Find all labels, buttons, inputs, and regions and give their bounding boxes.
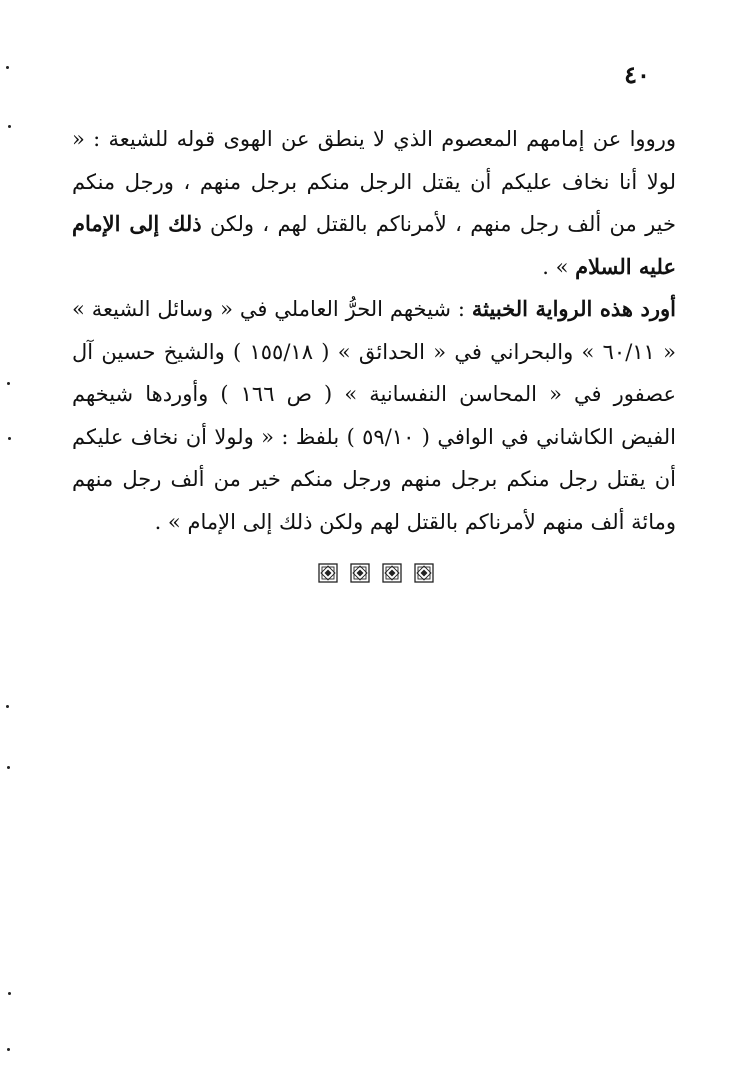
scan-speck [6, 705, 9, 708]
scan-speck [7, 382, 10, 385]
narration-text: ورووا عن إمامهم المعصوم الذي لا ينطق عن الهوى قوله للشيعة : « لولا أنا نخاف عليكم أن يقتل الرجل منكم برجل منهم ، ورجل منكم خير من ألف رجل منهم ، لأمرناكم بالقتل لهم ، ولكن [72, 127, 676, 236]
scan-speck [8, 125, 11, 128]
sources-text: : شيخهم الحرُّ العاملي في « وسائل الشيعة » « ٦٠/١١ » والبحراني في « الحدائق » ( ١٥٥/١٨ ) والشيخ حسين آل عصفور في « المحاسن النفسانية » ( ص ١٦٦ ) وأوردها شيخهم الفيض الكاشاني في الوافي ( ٥٩/١٠ ) بلفظ : « ولولا أن نخاف عليكم أن يقتل رجل منكم برجل منهم ورجل منكم خير من ألف رجل منهم ومائة ألف منهم لأمرناكم بالقتل لهم ولكن ذلك إلى الإمام » . [72, 297, 676, 534]
ornament-square-icon [350, 563, 370, 583]
paragraph-narration [72, 118, 676, 288]
narration-closing: » . [542, 254, 576, 279]
ornament-square-icon [318, 563, 338, 583]
ornament-square-icon [382, 563, 402, 583]
ornament-square-icon [414, 563, 434, 583]
page-number: ٤٠ [624, 60, 650, 89]
scan-speck [7, 766, 10, 769]
section-divider [318, 562, 434, 584]
paragraph-sources [72, 288, 676, 543]
narration-bold-text: ذلك إلى الإمام عليه السلام [72, 211, 676, 279]
body-text [72, 118, 676, 543]
scan-speck [7, 1048, 10, 1051]
scan-speck [8, 437, 11, 440]
sources-heading: أورد هذه الرواية الخبيثة [471, 296, 676, 321]
scan-speck [6, 66, 9, 69]
scan-speck [8, 992, 11, 995]
